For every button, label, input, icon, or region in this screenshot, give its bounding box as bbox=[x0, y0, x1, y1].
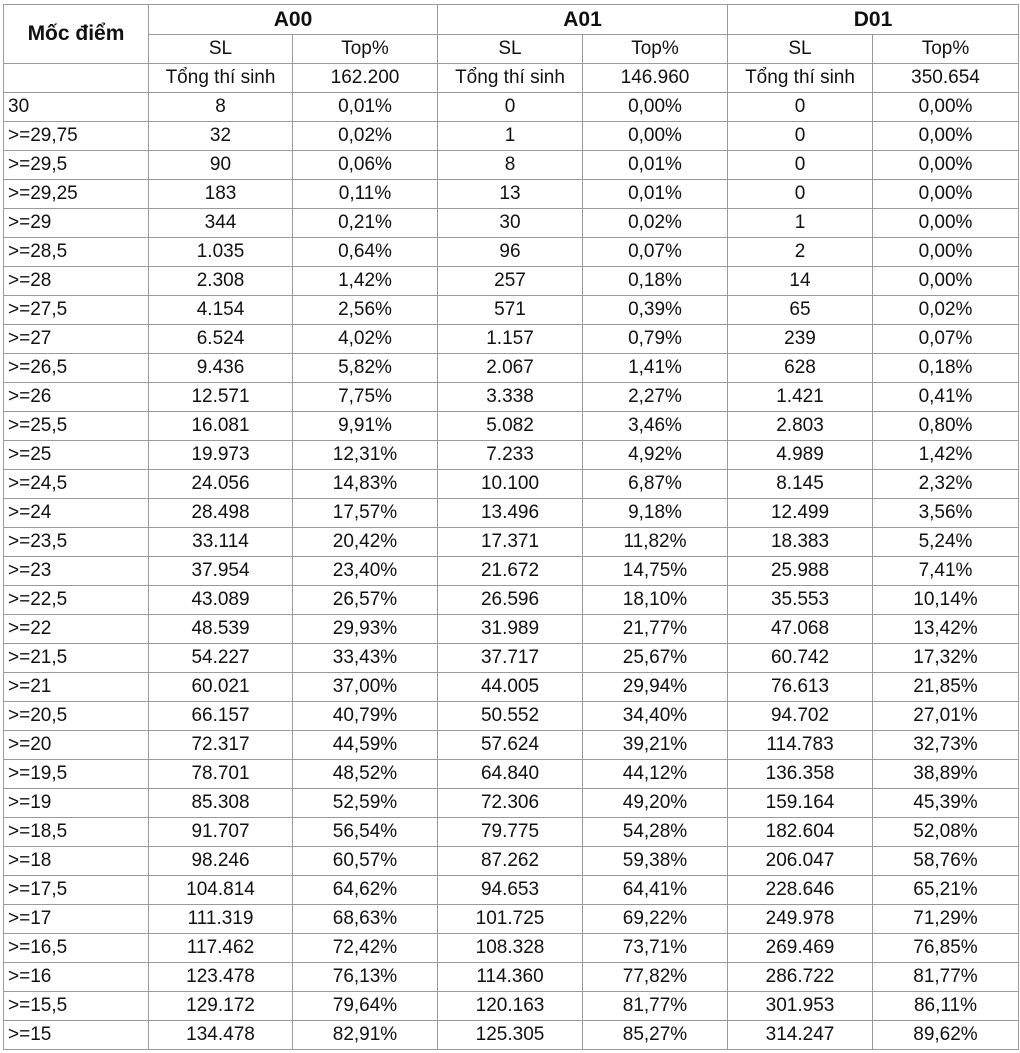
score-table bbox=[3, 4, 1019, 1050]
top-d01-cell: 0,00% bbox=[873, 93, 1019, 122]
top-a00-cell: 5,82% bbox=[293, 354, 438, 383]
top-a00-cell: 82,91% bbox=[293, 1021, 438, 1050]
score-threshold-cell: >=20,5 bbox=[4, 702, 149, 731]
top-a01-cell: 2,27% bbox=[583, 383, 728, 412]
sl-d01-cell: 0 bbox=[728, 151, 873, 180]
score-table-container bbox=[3, 4, 1019, 1050]
table-row bbox=[4, 209, 1019, 238]
table-row bbox=[4, 412, 1019, 441]
sl-a00-cell: 8 bbox=[149, 93, 293, 122]
sl-a00-cell: 43.089 bbox=[149, 586, 293, 615]
top-d01-cell: 81,77% bbox=[873, 963, 1019, 992]
score-threshold-cell: >=25 bbox=[4, 441, 149, 470]
score-threshold-cell: >=24,5 bbox=[4, 470, 149, 499]
top-d01-cell: 0,00% bbox=[873, 151, 1019, 180]
sl-a01-cell: 57.624 bbox=[438, 731, 583, 760]
total-row bbox=[4, 64, 1019, 93]
table-row bbox=[4, 963, 1019, 992]
sl-a00-cell: 28.498 bbox=[149, 499, 293, 528]
sl-d01-cell: 60.742 bbox=[728, 644, 873, 673]
top-a00-cell: 2,56% bbox=[293, 296, 438, 325]
sl-d01-cell: 1.421 bbox=[728, 383, 873, 412]
sl-a01-cell: 10.100 bbox=[438, 470, 583, 499]
table-row bbox=[4, 151, 1019, 180]
sl-a00-cell: 98.246 bbox=[149, 847, 293, 876]
sl-d01-cell: 94.702 bbox=[728, 702, 873, 731]
group-header-a01: A01 bbox=[438, 5, 728, 35]
sl-header-a00: SL bbox=[149, 35, 293, 64]
table-row bbox=[4, 760, 1019, 789]
sl-a00-cell: 66.157 bbox=[149, 702, 293, 731]
sl-a01-cell: 1.157 bbox=[438, 325, 583, 354]
top-a00-cell: 9,91% bbox=[293, 412, 438, 441]
table-row bbox=[4, 847, 1019, 876]
sl-a00-cell: 2.308 bbox=[149, 267, 293, 296]
top-a01-cell: 0,01% bbox=[583, 180, 728, 209]
sl-a01-cell: 64.840 bbox=[438, 760, 583, 789]
top-d01-cell: 89,62% bbox=[873, 1021, 1019, 1050]
sl-a01-cell: 96 bbox=[438, 238, 583, 267]
sl-d01-cell: 35.553 bbox=[728, 586, 873, 615]
top-a00-cell: 17,57% bbox=[293, 499, 438, 528]
sl-a01-cell: 0 bbox=[438, 93, 583, 122]
table-row bbox=[4, 441, 1019, 470]
top-d01-cell: 0,07% bbox=[873, 325, 1019, 354]
sl-a01-cell: 50.552 bbox=[438, 702, 583, 731]
sl-a00-cell: 104.814 bbox=[149, 876, 293, 905]
sl-a01-cell: 125.305 bbox=[438, 1021, 583, 1050]
sl-a01-cell: 17.371 bbox=[438, 528, 583, 557]
sl-a01-cell: 79.775 bbox=[438, 818, 583, 847]
sl-a01-cell: 21.672 bbox=[438, 557, 583, 586]
total-empty-cell bbox=[4, 64, 149, 93]
top-header-a01: Top% bbox=[583, 35, 728, 64]
top-d01-cell: 0,18% bbox=[873, 354, 1019, 383]
score-threshold-cell: >=18,5 bbox=[4, 818, 149, 847]
table-row bbox=[4, 905, 1019, 934]
table-row bbox=[4, 644, 1019, 673]
sl-a00-cell: 344 bbox=[149, 209, 293, 238]
sl-d01-cell: 12.499 bbox=[728, 499, 873, 528]
top-a00-cell: 56,54% bbox=[293, 818, 438, 847]
sl-d01-cell: 4.989 bbox=[728, 441, 873, 470]
sl-a00-cell: 60.021 bbox=[149, 673, 293, 702]
score-threshold-cell: >=29 bbox=[4, 209, 149, 238]
sl-d01-cell: 314.247 bbox=[728, 1021, 873, 1050]
top-a01-cell: 21,77% bbox=[583, 615, 728, 644]
top-d01-cell: 27,01% bbox=[873, 702, 1019, 731]
top-d01-cell: 0,00% bbox=[873, 122, 1019, 151]
table-row bbox=[4, 354, 1019, 383]
top-a01-cell: 9,18% bbox=[583, 499, 728, 528]
top-a00-cell: 7,75% bbox=[293, 383, 438, 412]
top-a01-cell: 49,20% bbox=[583, 789, 728, 818]
sl-a00-cell: 12.571 bbox=[149, 383, 293, 412]
score-threshold-cell: >=22 bbox=[4, 615, 149, 644]
top-a01-cell: 69,22% bbox=[583, 905, 728, 934]
sl-d01-cell: 206.047 bbox=[728, 847, 873, 876]
top-header-a00: Top% bbox=[293, 35, 438, 64]
table-header bbox=[4, 5, 1019, 93]
top-a00-cell: 64,62% bbox=[293, 876, 438, 905]
table-row bbox=[4, 876, 1019, 905]
top-header-d01: Top% bbox=[873, 35, 1019, 64]
top-a00-cell: 29,93% bbox=[293, 615, 438, 644]
score-threshold-cell: >=24 bbox=[4, 499, 149, 528]
score-threshold-cell: >=28 bbox=[4, 267, 149, 296]
top-a01-cell: 39,21% bbox=[583, 731, 728, 760]
score-threshold-cell: >=17 bbox=[4, 905, 149, 934]
top-a01-cell: 0,02% bbox=[583, 209, 728, 238]
table-row bbox=[4, 528, 1019, 557]
top-a00-cell: 40,79% bbox=[293, 702, 438, 731]
table-row bbox=[4, 615, 1019, 644]
top-a01-cell: 29,94% bbox=[583, 673, 728, 702]
top-d01-cell: 21,85% bbox=[873, 673, 1019, 702]
top-a01-cell: 0,00% bbox=[583, 122, 728, 151]
sl-a00-cell: 134.478 bbox=[149, 1021, 293, 1050]
top-a01-cell: 44,12% bbox=[583, 760, 728, 789]
top-d01-cell: 38,89% bbox=[873, 760, 1019, 789]
sl-a00-cell: 32 bbox=[149, 122, 293, 151]
sl-a00-cell: 4.154 bbox=[149, 296, 293, 325]
top-a01-cell: 0,07% bbox=[583, 238, 728, 267]
top-a00-cell: 79,64% bbox=[293, 992, 438, 1021]
top-a01-cell: 0,18% bbox=[583, 267, 728, 296]
score-threshold-cell: >=29,25 bbox=[4, 180, 149, 209]
top-a01-cell: 14,75% bbox=[583, 557, 728, 586]
sl-a01-cell: 26.596 bbox=[438, 586, 583, 615]
top-a00-cell: 23,40% bbox=[293, 557, 438, 586]
score-threshold-cell: >=19 bbox=[4, 789, 149, 818]
score-threshold-cell: >=28,5 bbox=[4, 238, 149, 267]
top-a01-cell: 4,92% bbox=[583, 441, 728, 470]
top-a01-cell: 0,79% bbox=[583, 325, 728, 354]
score-threshold-cell: >=21,5 bbox=[4, 644, 149, 673]
sl-a00-cell: 117.462 bbox=[149, 934, 293, 963]
sl-d01-cell: 76.613 bbox=[728, 673, 873, 702]
sl-d01-cell: 228.646 bbox=[728, 876, 873, 905]
sl-a00-cell: 183 bbox=[149, 180, 293, 209]
top-a00-cell: 20,42% bbox=[293, 528, 438, 557]
sl-a01-cell: 120.163 bbox=[438, 992, 583, 1021]
score-threshold-cell: >=16 bbox=[4, 963, 149, 992]
sl-d01-cell: 14 bbox=[728, 267, 873, 296]
top-a01-cell: 81,77% bbox=[583, 992, 728, 1021]
sl-a00-cell: 48.539 bbox=[149, 615, 293, 644]
top-a00-cell: 0,21% bbox=[293, 209, 438, 238]
top-a01-cell: 18,10% bbox=[583, 586, 728, 615]
sl-a01-cell: 31.989 bbox=[438, 615, 583, 644]
sl-d01-cell: 0 bbox=[728, 93, 873, 122]
sl-a00-cell: 78.701 bbox=[149, 760, 293, 789]
sl-a01-cell: 114.360 bbox=[438, 963, 583, 992]
sl-a00-cell: 9.436 bbox=[149, 354, 293, 383]
score-threshold-cell: >=29,5 bbox=[4, 151, 149, 180]
table-row bbox=[4, 296, 1019, 325]
total-label-a01: Tổng thí sinh bbox=[438, 64, 583, 93]
score-threshold-cell: >=23,5 bbox=[4, 528, 149, 557]
sl-a00-cell: 19.973 bbox=[149, 441, 293, 470]
top-a01-cell: 73,71% bbox=[583, 934, 728, 963]
table-row bbox=[4, 180, 1019, 209]
top-a01-cell: 25,67% bbox=[583, 644, 728, 673]
sl-d01-cell: 286.722 bbox=[728, 963, 873, 992]
score-threshold-cell: >=20 bbox=[4, 731, 149, 760]
top-d01-cell: 58,76% bbox=[873, 847, 1019, 876]
sl-d01-cell: 249.978 bbox=[728, 905, 873, 934]
table-row bbox=[4, 673, 1019, 702]
sl-d01-cell: 301.953 bbox=[728, 992, 873, 1021]
table-row bbox=[4, 383, 1019, 412]
sl-a00-cell: 6.524 bbox=[149, 325, 293, 354]
sl-d01-cell: 239 bbox=[728, 325, 873, 354]
sl-a00-cell: 90 bbox=[149, 151, 293, 180]
top-a01-cell: 0,00% bbox=[583, 93, 728, 122]
sl-a01-cell: 108.328 bbox=[438, 934, 583, 963]
top-a00-cell: 37,00% bbox=[293, 673, 438, 702]
top-d01-cell: 0,02% bbox=[873, 296, 1019, 325]
sl-a01-cell: 44.005 bbox=[438, 673, 583, 702]
sl-a01-cell: 94.653 bbox=[438, 876, 583, 905]
sl-a01-cell: 101.725 bbox=[438, 905, 583, 934]
table-row bbox=[4, 557, 1019, 586]
top-d01-cell: 0,00% bbox=[873, 209, 1019, 238]
top-a00-cell: 12,31% bbox=[293, 441, 438, 470]
sl-d01-cell: 47.068 bbox=[728, 615, 873, 644]
header-sub-row bbox=[4, 35, 1019, 64]
top-a00-cell: 76,13% bbox=[293, 963, 438, 992]
table-row bbox=[4, 731, 1019, 760]
sl-d01-cell: 628 bbox=[728, 354, 873, 383]
top-d01-cell: 45,39% bbox=[873, 789, 1019, 818]
top-d01-cell: 3,56% bbox=[873, 499, 1019, 528]
top-d01-cell: 52,08% bbox=[873, 818, 1019, 847]
top-a00-cell: 1,42% bbox=[293, 267, 438, 296]
score-threshold-cell: >=25,5 bbox=[4, 412, 149, 441]
sl-header-a01: SL bbox=[438, 35, 583, 64]
top-d01-cell: 10,14% bbox=[873, 586, 1019, 615]
top-a01-cell: 85,27% bbox=[583, 1021, 728, 1050]
table-body bbox=[4, 93, 1019, 1050]
total-label-d01: Tổng thí sinh bbox=[728, 64, 873, 93]
top-d01-cell: 7,41% bbox=[873, 557, 1019, 586]
top-d01-cell: 0,41% bbox=[873, 383, 1019, 412]
top-d01-cell: 1,42% bbox=[873, 441, 1019, 470]
sl-d01-cell: 159.164 bbox=[728, 789, 873, 818]
sl-a00-cell: 24.056 bbox=[149, 470, 293, 499]
top-a00-cell: 52,59% bbox=[293, 789, 438, 818]
sl-a01-cell: 3.338 bbox=[438, 383, 583, 412]
sl-a01-cell: 2.067 bbox=[438, 354, 583, 383]
top-a00-cell: 0,06% bbox=[293, 151, 438, 180]
top-d01-cell: 86,11% bbox=[873, 992, 1019, 1021]
sl-d01-cell: 1 bbox=[728, 209, 873, 238]
sl-d01-cell: 2.803 bbox=[728, 412, 873, 441]
sl-d01-cell: 182.604 bbox=[728, 818, 873, 847]
table-row bbox=[4, 1021, 1019, 1050]
score-threshold-cell: >=23 bbox=[4, 557, 149, 586]
table-row bbox=[4, 702, 1019, 731]
sl-d01-cell: 0 bbox=[728, 122, 873, 151]
top-a00-cell: 44,59% bbox=[293, 731, 438, 760]
score-threshold-cell: 30 bbox=[4, 93, 149, 122]
table-row bbox=[4, 238, 1019, 267]
group-header-a00: A00 bbox=[149, 5, 438, 35]
score-threshold-cell: >=15 bbox=[4, 1021, 149, 1050]
sl-a00-cell: 111.319 bbox=[149, 905, 293, 934]
top-d01-cell: 0,00% bbox=[873, 238, 1019, 267]
top-a00-cell: 14,83% bbox=[293, 470, 438, 499]
table-row bbox=[4, 586, 1019, 615]
score-threshold-cell: >=15,5 bbox=[4, 992, 149, 1021]
sl-a00-cell: 123.478 bbox=[149, 963, 293, 992]
top-a01-cell: 11,82% bbox=[583, 528, 728, 557]
sl-a00-cell: 72.317 bbox=[149, 731, 293, 760]
top-a01-cell: 3,46% bbox=[583, 412, 728, 441]
top-a00-cell: 0,02% bbox=[293, 122, 438, 151]
top-a00-cell: 33,43% bbox=[293, 644, 438, 673]
sl-a01-cell: 7.233 bbox=[438, 441, 583, 470]
top-d01-cell: 0,80% bbox=[873, 412, 1019, 441]
sl-a00-cell: 129.172 bbox=[149, 992, 293, 1021]
total-label-a00: Tổng thí sinh bbox=[149, 64, 293, 93]
sl-a00-cell: 16.081 bbox=[149, 412, 293, 441]
score-threshold-cell: >=16,5 bbox=[4, 934, 149, 963]
total-value-a01: 146.960 bbox=[583, 64, 728, 93]
top-d01-cell: 76,85% bbox=[873, 934, 1019, 963]
total-value-a00: 162.200 bbox=[293, 64, 438, 93]
top-a01-cell: 59,38% bbox=[583, 847, 728, 876]
top-a01-cell: 34,40% bbox=[583, 702, 728, 731]
score-threshold-cell: >=27 bbox=[4, 325, 149, 354]
sl-a00-cell: 37.954 bbox=[149, 557, 293, 586]
sl-d01-cell: 0 bbox=[728, 180, 873, 209]
sl-a01-cell: 13 bbox=[438, 180, 583, 209]
sl-d01-cell: 2 bbox=[728, 238, 873, 267]
top-a01-cell: 0,01% bbox=[583, 151, 728, 180]
top-d01-cell: 32,73% bbox=[873, 731, 1019, 760]
sl-a00-cell: 54.227 bbox=[149, 644, 293, 673]
header-group-row bbox=[4, 5, 1019, 35]
top-d01-cell: 0,00% bbox=[873, 180, 1019, 209]
sl-a01-cell: 87.262 bbox=[438, 847, 583, 876]
top-a00-cell: 0,64% bbox=[293, 238, 438, 267]
top-a01-cell: 64,41% bbox=[583, 876, 728, 905]
top-a00-cell: 0,01% bbox=[293, 93, 438, 122]
top-d01-cell: 71,29% bbox=[873, 905, 1019, 934]
top-d01-cell: 17,32% bbox=[873, 644, 1019, 673]
table-row bbox=[4, 122, 1019, 151]
top-a00-cell: 26,57% bbox=[293, 586, 438, 615]
score-threshold-cell: >=27,5 bbox=[4, 296, 149, 325]
table-row bbox=[4, 325, 1019, 354]
group-header-d01: D01 bbox=[728, 5, 1019, 35]
score-threshold-cell: >=26,5 bbox=[4, 354, 149, 383]
sl-d01-cell: 8.145 bbox=[728, 470, 873, 499]
top-a01-cell: 1,41% bbox=[583, 354, 728, 383]
top-d01-cell: 5,24% bbox=[873, 528, 1019, 557]
table-row bbox=[4, 267, 1019, 296]
top-a00-cell: 48,52% bbox=[293, 760, 438, 789]
score-threshold-cell: >=17,5 bbox=[4, 876, 149, 905]
corner-header: Mốc điểm bbox=[4, 5, 149, 64]
sl-d01-cell: 18.383 bbox=[728, 528, 873, 557]
sl-a01-cell: 37.717 bbox=[438, 644, 583, 673]
score-threshold-cell: >=18 bbox=[4, 847, 149, 876]
score-threshold-cell: >=26 bbox=[4, 383, 149, 412]
sl-a01-cell: 30 bbox=[438, 209, 583, 238]
sl-a01-cell: 5.082 bbox=[438, 412, 583, 441]
top-a00-cell: 4,02% bbox=[293, 325, 438, 354]
sl-d01-cell: 25.988 bbox=[728, 557, 873, 586]
sl-header-d01: SL bbox=[728, 35, 873, 64]
score-threshold-cell: >=21 bbox=[4, 673, 149, 702]
sl-a01-cell: 257 bbox=[438, 267, 583, 296]
table-row bbox=[4, 470, 1019, 499]
top-a00-cell: 72,42% bbox=[293, 934, 438, 963]
sl-a00-cell: 85.308 bbox=[149, 789, 293, 818]
table-row bbox=[4, 499, 1019, 528]
table-row bbox=[4, 93, 1019, 122]
top-a00-cell: 0,11% bbox=[293, 180, 438, 209]
sl-d01-cell: 65 bbox=[728, 296, 873, 325]
score-threshold-cell: >=29,75 bbox=[4, 122, 149, 151]
top-d01-cell: 65,21% bbox=[873, 876, 1019, 905]
top-a01-cell: 6,87% bbox=[583, 470, 728, 499]
top-d01-cell: 13,42% bbox=[873, 615, 1019, 644]
sl-a00-cell: 33.114 bbox=[149, 528, 293, 557]
table-row bbox=[4, 934, 1019, 963]
table-row bbox=[4, 818, 1019, 847]
top-a00-cell: 60,57% bbox=[293, 847, 438, 876]
sl-a01-cell: 8 bbox=[438, 151, 583, 180]
score-threshold-cell: >=22,5 bbox=[4, 586, 149, 615]
sl-a01-cell: 72.306 bbox=[438, 789, 583, 818]
table-row bbox=[4, 789, 1019, 818]
top-d01-cell: 2,32% bbox=[873, 470, 1019, 499]
sl-a01-cell: 13.496 bbox=[438, 499, 583, 528]
top-a01-cell: 0,39% bbox=[583, 296, 728, 325]
sl-d01-cell: 136.358 bbox=[728, 760, 873, 789]
sl-a01-cell: 571 bbox=[438, 296, 583, 325]
top-d01-cell: 0,00% bbox=[873, 267, 1019, 296]
sl-a01-cell: 1 bbox=[438, 122, 583, 151]
table-row bbox=[4, 992, 1019, 1021]
score-threshold-cell: >=19,5 bbox=[4, 760, 149, 789]
top-a00-cell: 68,63% bbox=[293, 905, 438, 934]
sl-d01-cell: 269.469 bbox=[728, 934, 873, 963]
sl-d01-cell: 114.783 bbox=[728, 731, 873, 760]
sl-a00-cell: 1.035 bbox=[149, 238, 293, 267]
sl-a00-cell: 91.707 bbox=[149, 818, 293, 847]
total-value-d01: 350.654 bbox=[873, 64, 1019, 93]
top-a01-cell: 54,28% bbox=[583, 818, 728, 847]
top-a01-cell: 77,82% bbox=[583, 963, 728, 992]
